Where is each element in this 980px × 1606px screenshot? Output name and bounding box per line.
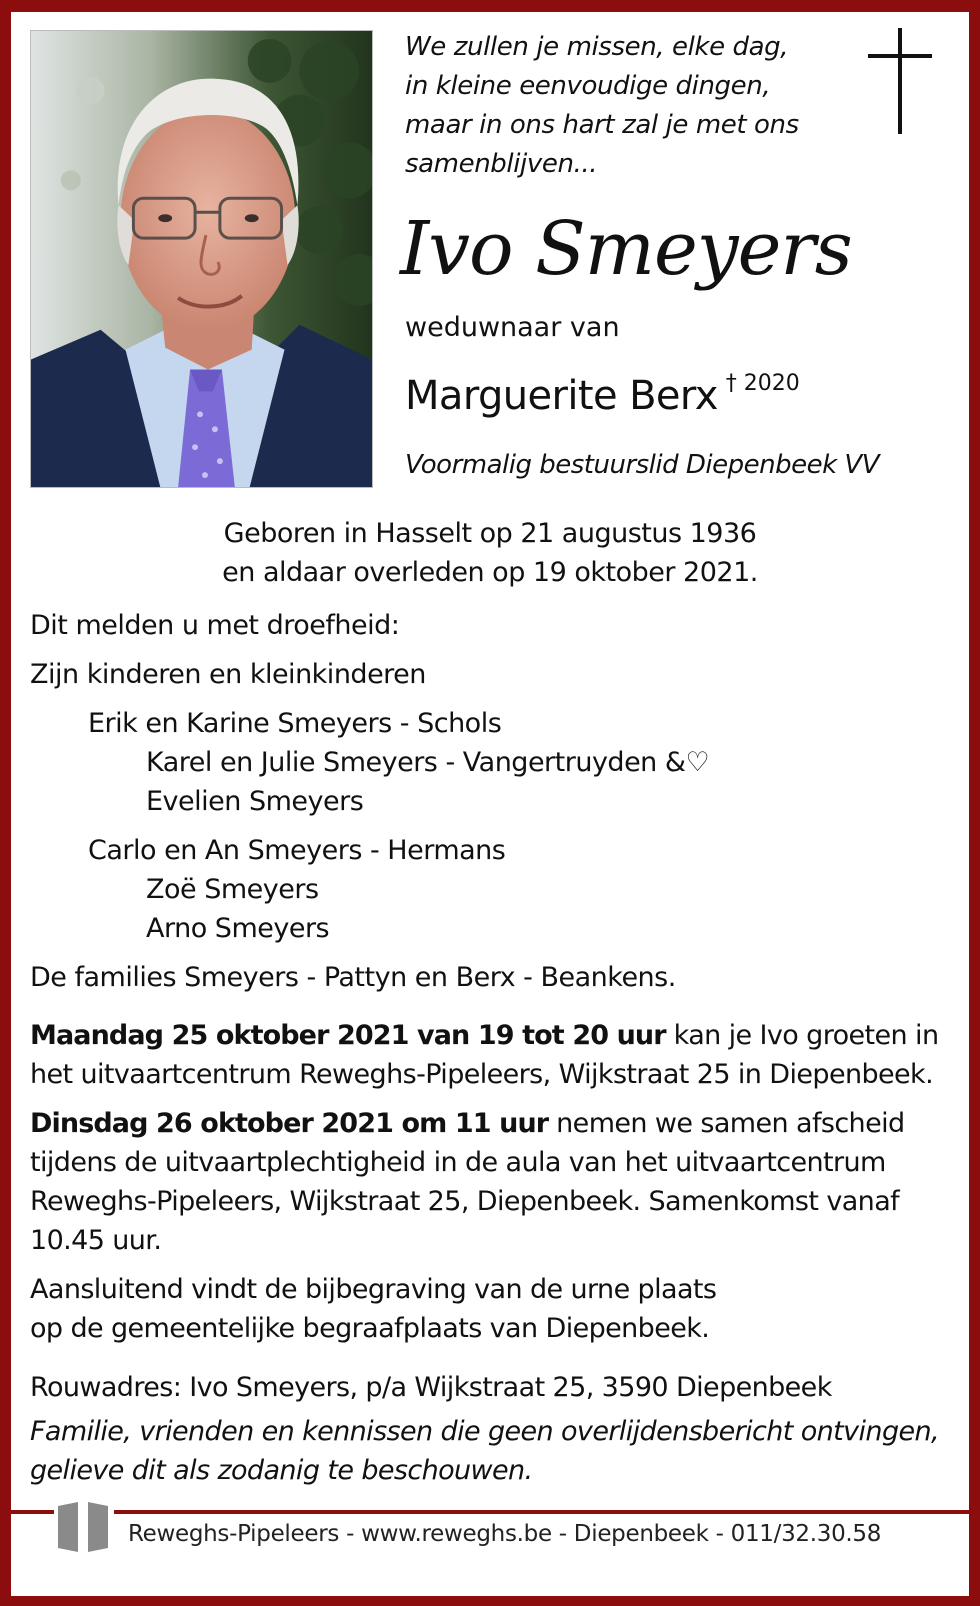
footer-contact: Reweghs-Pipeleers - www.reweghs.be - Diepenbeek - 011/32.30.58 xyxy=(128,1521,882,1547)
notice-line: Familie, vrienden en kennissen die geen overlijdensbericht ontvingen, xyxy=(30,1416,939,1447)
poem-line: We zullen je missen, elke dag, xyxy=(405,32,789,62)
deceased-name: Ivo Smeyers xyxy=(400,206,852,292)
ceremony-text: nemen we samen afscheid xyxy=(556,1108,905,1139)
footer-divider xyxy=(11,1510,969,1514)
children-heading: Zijn kinderen en kleinkinderen xyxy=(30,659,426,690)
spouse xyxy=(405,356,800,424)
ceremony-line: 10.45 uur. xyxy=(30,1225,162,1256)
portrait-photo xyxy=(30,30,373,488)
spouse-death-year: † 2020 xyxy=(725,371,800,396)
burial-line: Aansluitend vindt de bijbegraving van de urne plaats xyxy=(30,1274,717,1305)
family-grandchild: Arno Smeyers xyxy=(146,913,330,944)
mourning-address: Rouwadres: Ivo Smeyers, p/a Wijkstraat 25, 3590 Diepenbeek xyxy=(30,1372,832,1403)
poem xyxy=(405,28,855,184)
ceremony-line: tijdens de uitvaartplechtigheid in de aula van het uitvaartcentrum xyxy=(30,1147,886,1178)
announcement: Dit melden u met droefheid: xyxy=(30,610,400,641)
burial-line: op de gemeentelijke begraafplaats van Diepenbeek. xyxy=(30,1313,710,1344)
family-child: Erik en Karine Smeyers - Schols xyxy=(88,708,502,739)
poem-line: samenblijven... xyxy=(405,149,598,179)
heart-icon: ♡ xyxy=(685,747,710,778)
ceremony-date: Dinsdag 26 oktober 2021 om 11 uur xyxy=(30,1108,549,1139)
visitation-date: Maandag 25 oktober 2021 van 19 tot 20 uur xyxy=(30,1020,666,1051)
poem-line: maar in ons hart zal je met ons xyxy=(405,110,799,140)
role-line: Voormalig bestuurslid Diepenbeek VV xyxy=(405,450,879,480)
poem-line: in kleine eenvoudige dingen, xyxy=(405,71,771,101)
visitation-info xyxy=(30,1016,940,1094)
spouse-name: Marguerite Berx xyxy=(405,373,718,419)
funeral-home-logo-icon xyxy=(54,1500,114,1556)
visitation-location: het uitvaartcentrum Reweghs-Pipeleers, Wijkstraat 25 in Diepenbeek. xyxy=(30,1059,934,1090)
widower-label: weduwnaar van xyxy=(405,312,620,343)
family-child: Carlo en An Smeyers - Hermans xyxy=(88,835,506,866)
family-grandchild: Zoë Smeyers xyxy=(146,874,319,905)
ceremony-line: Reweghs-Pipeleers, Wijkstraat 25, Diepenbeek. Samenkomst vanaf xyxy=(30,1186,900,1217)
birth-line: Geboren in Hasselt op 21 augustus 1936 xyxy=(223,518,757,549)
visitation-text: kan je Ivo groeten in xyxy=(673,1020,939,1051)
notice xyxy=(30,1412,940,1490)
notice-line: gelieve dit als zodanig te beschouwen. xyxy=(30,1455,533,1486)
ceremony-info xyxy=(30,1104,940,1260)
family-grandchild: Evelien Smeyers xyxy=(146,786,364,817)
families-line: De families Smeyers - Pattyn en Berx - Beankens. xyxy=(30,962,676,993)
portrait-illustration xyxy=(31,31,372,487)
burial-info xyxy=(30,1270,940,1348)
family-grandchild xyxy=(146,743,709,782)
family-grandchild-text: Karel en Julie Smeyers - Vangertruyden & xyxy=(146,747,686,778)
cross-icon xyxy=(868,28,932,134)
death-line: en aldaar overleden op 19 oktober 2021. xyxy=(222,557,758,588)
